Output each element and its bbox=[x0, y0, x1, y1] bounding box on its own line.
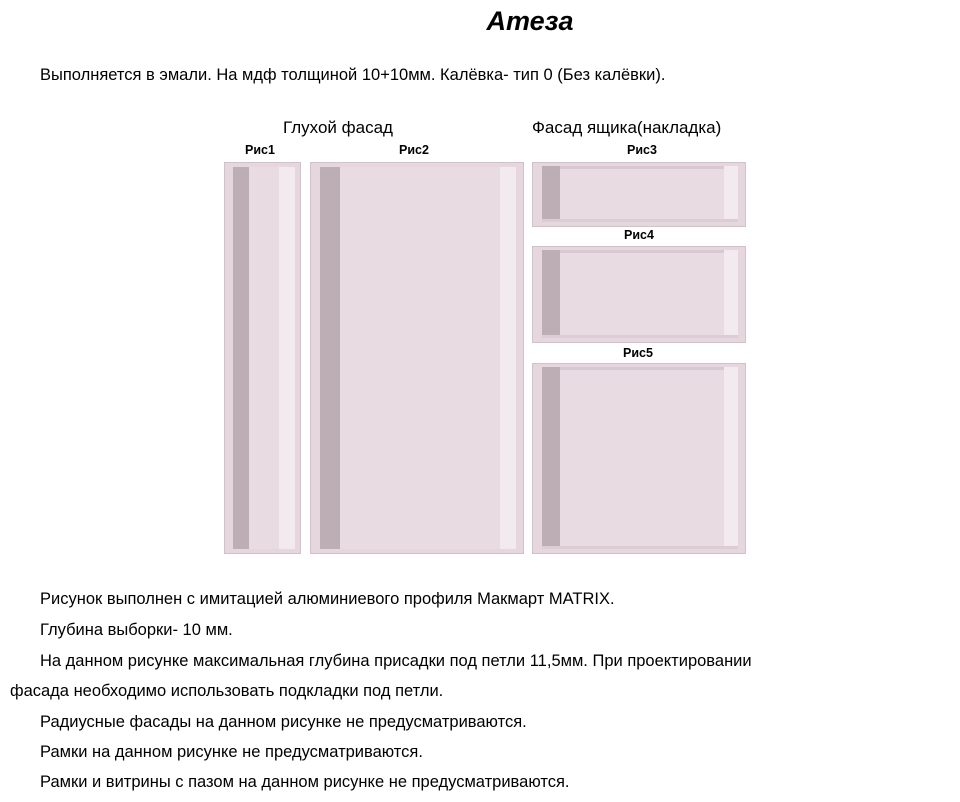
figure-label-1: Рис1 bbox=[245, 143, 275, 157]
panel-face bbox=[560, 169, 724, 219]
paragraph-radius: Радиусные фасады на данном рисунке не предусматриваются. bbox=[40, 713, 527, 731]
paragraph-hinge-depth-cont: фасада необходимо использовать подкладки под петли. bbox=[10, 682, 444, 700]
profile-bottom bbox=[542, 335, 738, 338]
group-label-solid-facade: Глухой фасад bbox=[283, 118, 393, 137]
facade-figure-2 bbox=[310, 162, 524, 554]
profile-shadow bbox=[320, 167, 340, 549]
intro-text: Выполняется в эмали. На мдф толщиной 10+10мм. Калёвка- тип 0 (Без калёвки). bbox=[40, 66, 666, 84]
profile-bottom bbox=[542, 219, 738, 222]
group-label-drawer-facade: Фасад ящика(накладка) bbox=[532, 118, 722, 137]
facade-figure-5 bbox=[532, 363, 746, 554]
facade-figure-1 bbox=[224, 162, 301, 554]
figure-label-5: Рис5 bbox=[623, 346, 653, 360]
facade-figure-3 bbox=[532, 162, 746, 227]
panel-face bbox=[560, 370, 724, 546]
panel-face bbox=[249, 167, 279, 549]
profile-shadow bbox=[542, 166, 560, 222]
page-title: Атеза bbox=[486, 6, 574, 36]
paragraph-depth: Глубина выборки- 10 мм. bbox=[40, 621, 233, 639]
paragraph-profile: Рисунок выполнен с имитацией алюминиевого профиля Макмарт MATRIX. bbox=[40, 590, 615, 608]
panel-face bbox=[560, 253, 724, 335]
profile-bottom bbox=[542, 546, 738, 549]
profile-highlight bbox=[500, 167, 516, 549]
paragraph-frames-groove: Рамки и витрины с пазом на данном рисунке не предусматриваются. bbox=[40, 773, 570, 791]
profile-highlight bbox=[724, 166, 738, 222]
profile-shadow bbox=[542, 250, 560, 338]
facade-figure-4 bbox=[532, 246, 746, 343]
profile-highlight bbox=[724, 250, 738, 338]
figure-label-2: Рис2 bbox=[399, 143, 429, 157]
profile-highlight bbox=[279, 167, 295, 549]
profile-highlight bbox=[724, 367, 738, 549]
paragraph-hinge-depth: На данном рисунке максимальная глубина присадки под петли 11,5мм. При проектировании bbox=[40, 652, 752, 670]
figure-label-4: Рис4 bbox=[624, 228, 654, 242]
profile-shadow bbox=[233, 167, 249, 549]
paragraph-frames: Рамки на данном рисунке не предусматриваются. bbox=[40, 743, 423, 761]
panel-face bbox=[340, 167, 500, 549]
profile-shadow bbox=[542, 367, 560, 549]
figure-label-3: Рис3 bbox=[627, 143, 657, 157]
